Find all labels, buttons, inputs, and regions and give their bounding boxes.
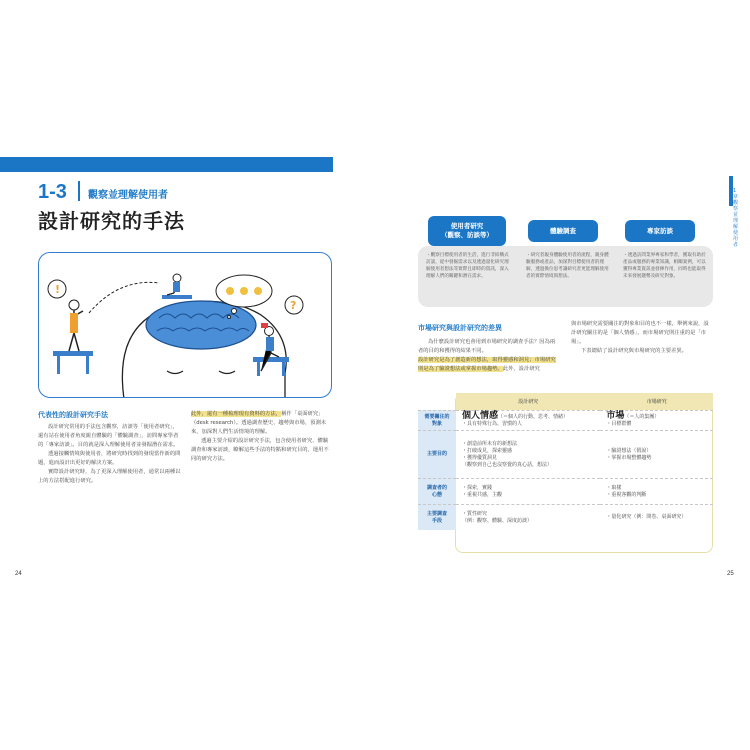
card-text-expert: ・透過訪問業界專家和學者，獲取有助於產品或服務的專業知識，相關案例，可以獲得專業資訊並發揮作用，同時也能取得未來發展趨勢及研究對象。 (623, 253, 706, 279)
cell-emphasis: 個人情感 (462, 411, 499, 421)
table-cell (600, 410, 713, 430)
section-number: 1-3 (38, 181, 67, 203)
cell-item: ・量化研究（例：問卷、桌面研究） (606, 514, 687, 520)
paragraph: 透過接觸情境與使用者，將研究時找到的發現當作新的問題，進而設計出更好的解決方案。 (38, 451, 181, 466)
paragraph: 透過主要介紹的設計研究手法，包含使用者研究、體驗調查和專家訪談，瞭解這些手法的特點和研究目的，運用不同的研究方法。 (191, 438, 329, 462)
card-title-experience: 體驗調查 (528, 220, 598, 242)
table-header-market: 市場研究 (600, 393, 713, 410)
paragraph: 實際設計研究時，為了更深入理解使用者，通常以兩種以上的方法搭配進行研究。 (38, 469, 181, 484)
cell-item: ・創造前所未有的新想法 (462, 440, 518, 447)
highlight-text: 設計研究是為了創造新的想法，取得靈感和洞見；市場研究則是為了驗證想法或掌握市場趨勢。 (418, 357, 556, 372)
card-title-expert: 專家訪談 (625, 220, 695, 242)
row-label: 主要目的 (418, 430, 456, 478)
cell-item: ・探索，實踐 (462, 484, 493, 491)
table-corner (418, 393, 456, 410)
method-cards-background (418, 222, 713, 307)
cell-item: ・目標群體 (606, 421, 632, 427)
paragraph: 下表總結了設計研究與市場研究的主要差異。 (581, 348, 687, 354)
table-cell (456, 504, 600, 530)
cell-item: ・重視客觀的判斷 (606, 491, 647, 498)
paragraph: 與市場研究需要關注的對象和目的也不一樣，舉例來說，設計研究關注的是「個人情感」，而市場研究則注重的是「市場」。 (571, 321, 709, 345)
cell-item: ・具有特殊行為、習慣的人 (462, 421, 523, 427)
cell-item: ・獲得優質洞見 (462, 454, 498, 461)
table-cell (600, 504, 713, 530)
page-title: 設計研究的手法 (38, 209, 185, 233)
comparison-table (418, 393, 713, 530)
table-row (418, 478, 713, 504)
chapter-vertical-label: 1章 觀察並理解使用者 (733, 188, 739, 248)
svg-text:?: ? (290, 299, 297, 312)
cell-item: ・打破成見，探索靈感 (462, 447, 513, 454)
cell-item: ・質性研究 (462, 510, 488, 517)
cell-item: （例：觀察、體驗、深度訪談） (462, 517, 533, 524)
cell-note: （＝個人的行動、思考、情緒） (498, 414, 569, 420)
cell-item: （觀察到自己也沒察覺的真心話，想法） (462, 461, 553, 468)
svg-text:!: ! (55, 283, 61, 296)
paragraph: 為什麼設計研究也會用到市場研究的調查手法？因為兩者的目的和獲得的結果不同。 (418, 339, 556, 354)
section-subtitle: 觀察並理解使用者 (88, 190, 168, 201)
card-text-experience: ・研究者親身體驗使用者的流程，親身體驗服務或產品，加深對目標使用者的理解，透過換位思考讓研究者更能理解使用者的實際情境與想法。 (526, 253, 609, 279)
left-column-2 (191, 410, 333, 464)
paragraph-text: 稱作「桌面研究」（desk research）。透過調查歷史、趨勢與市場，預測未來，加深對人們生活情境的理解。 (191, 411, 327, 435)
highlight-text: 此外，還有一種梳理現有資料的方法， (191, 411, 282, 417)
cell-item: ・重視共感，主觀 (462, 491, 503, 498)
illustration-panel (38, 252, 332, 398)
cell-emphasis: 市場 (606, 411, 625, 421)
right-page-number: 25 (727, 571, 734, 577)
paragraph (418, 356, 560, 374)
table-row (418, 430, 713, 478)
table-header-design: 設計研究 (456, 393, 600, 410)
right-column-1 (418, 338, 560, 374)
table-cell (600, 430, 713, 478)
brain-research-illustration (39, 253, 332, 398)
table-header-row (418, 393, 713, 410)
paragraph: 設計研究常用的手法包含觀察，訪談等「使用者研究」，還有站在使用者角度親自體驗的「體驗調查」，訪問專家學者的「專家訪談」。目的就是深入理解使用者並發掘潛在需求。 (38, 424, 179, 448)
card-text-user-research: ・觀察目標使用者的生活，進行非結構式訪談，從中發掘需求以及透過量化研究理解使用者想法等實際且即時的資訊，深入理解人們的關鍵和潛在需求。 (426, 253, 509, 279)
table-row (418, 504, 713, 530)
table-row (418, 410, 713, 430)
table-cell (456, 410, 600, 430)
paragraph (191, 410, 333, 437)
table-cell (456, 478, 600, 504)
table-cell (600, 478, 713, 504)
left-column-1 (38, 423, 181, 486)
left-subhead: 代表性的設計研究手法 (38, 411, 108, 419)
section-divider (78, 181, 80, 201)
right-subhead: 市場研究與設計研究的差異 (418, 324, 502, 332)
cell-note: （＝人的集團） (624, 414, 660, 420)
row-label: 主要調查 手段 (418, 504, 456, 530)
top-color-band (0, 157, 333, 172)
right-column-2 (571, 320, 713, 356)
paragraph-text: 此外，設計研究 (502, 366, 540, 372)
row-label: 調查者的 心態 (418, 478, 456, 504)
cell-item: ・驗證想法（假說） (606, 447, 652, 454)
row-label: 需要關注的 對象 (418, 410, 456, 430)
left-page-number: 24 (15, 571, 22, 577)
cell-item: ・取樣 (606, 484, 622, 491)
table-cell (456, 430, 600, 478)
card-title-user-research: 使用者研究 （觀察、訪談等） (428, 216, 506, 246)
cell-item: ・掌握市場整體趨勢 (606, 454, 652, 461)
